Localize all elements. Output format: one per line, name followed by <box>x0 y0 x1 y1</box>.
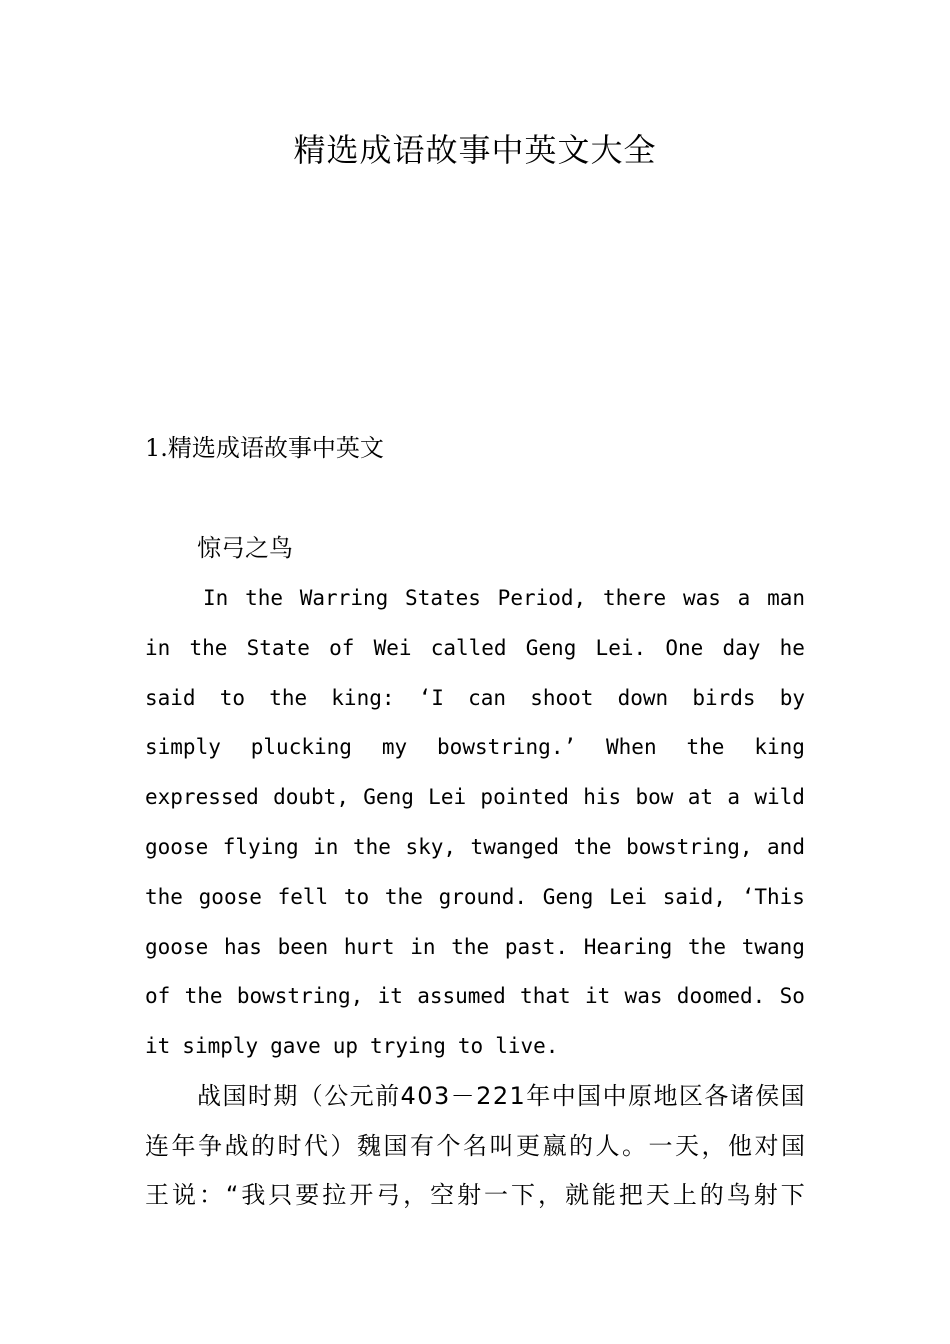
english-text-line: In the Warring States Period, there was a man <box>203 586 805 610</box>
english-text-line: said to the king: ‘I can shoot down birds by <box>145 685 805 710</box>
english-text-line: goose flying in the sky, twanged the bowstring, and <box>145 834 805 859</box>
chinese-text-line: 连 年 争 战 的 时 代 ） 魏 国 有 个 名 叫 更 嬴 的 人 。 一 天 ， 他 对 国 <box>145 1131 805 1160</box>
story-title: 惊弓之鸟 <box>197 534 293 562</box>
english-text-line: the goose fell to the ground. Geng Lei said, ‘This <box>145 884 805 909</box>
english-text-line: in the State of Wei called Geng Lei. One day he <box>145 635 805 660</box>
chinese-paragraph <box>145 1076 805 1225</box>
chinese-text-line: 王 说 ： “ 我 只 要 拉 开 弓 ， 空 射 一 下 ， 就 能 把 天 上 的 鸟 射 下 <box>145 1181 805 1210</box>
english-text-line: it simply gave up trying to live. <box>145 1034 559 1059</box>
english-text-line: of the bowstring, it assumed that it was doomed. So <box>145 984 805 1009</box>
english-text-line: expressed doubt, Geng Lei pointed his bow at a wild <box>145 785 805 810</box>
section-heading: 1.精选成语故事中英文 <box>145 434 384 462</box>
chinese-text-line: 战 国 时 期 （ 公 元 前 4 0 3 － 2 2 1 年 中 国 中 原 地 区 各 诸 侯 国 <box>197 1082 805 1110</box>
english-paragraph <box>145 578 805 1076</box>
english-text-line: simply plucking my bowstring.’ When the king <box>145 735 805 760</box>
english-text-line: goose has been hurt in the past. Hearing the twang <box>145 934 805 959</box>
document-title: 精选成语故事中英文大全 <box>293 131 657 169</box>
